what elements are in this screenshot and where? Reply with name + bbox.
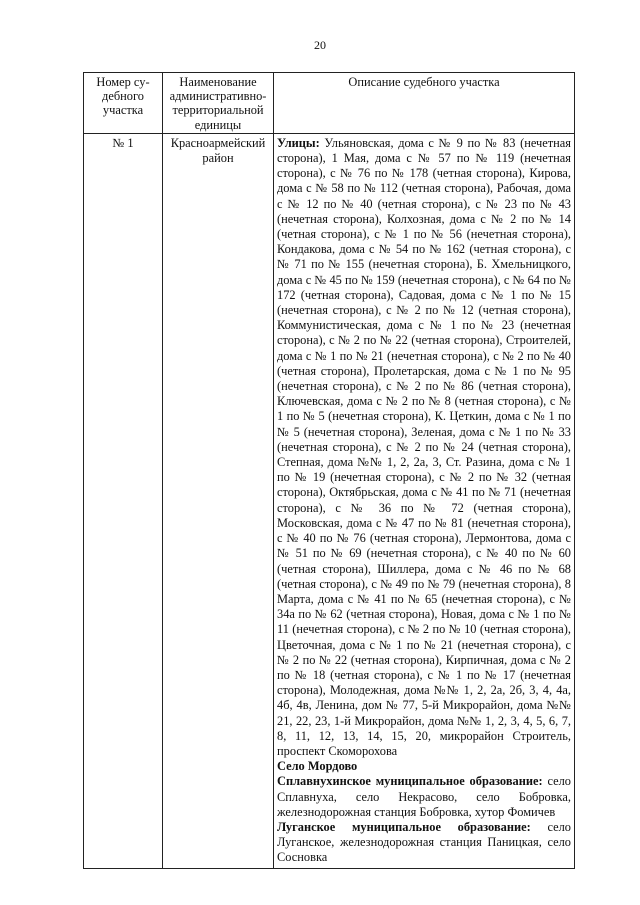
header-description: Описание судебного участка <box>274 73 575 134</box>
streets-text: Ульяновская, дома с № 9 по № 83 (нечетная сторона), 1 Мая, дома с № 57 по № 119 (нечетная сторона), с № 76 по № 178 (четная сторона), Кирова, дома с № 58 по № 112 (четная сторона), Рабочая, дома с № 12 по № 40 (четная сторона), с № 23 по № 43 (нечетная сторона), Колхозная, дома с № 2 по № 14 (четная сторона), с № 1 по № 56 (нечетная сторона), Кондакова, дома с № 54 по № 162 (четная сторона), с № 71 по № 155 (нечетная сторона), Б. Хмельницкого, дома с № 45 по № 159 (нечетная сторона), с № 64 по № 172 (четная сторона), Садовая, дома с № 1 по № 15 (нечетная сторона), с № 2 по № 12 (четная сторона), Коммунистическая, дома с № 1 по № 23 (нечетная сторона), с № 2 по № 22 (четная сторона), Строителей, дома с № 1 по № 21 (нечетная сторона), с № 2 по № 40 (четная сторона), Пролетарская, дома с № 1 по № 95 (нечетная сторона), с № 2 по № 86 (четная сторона), Ключевская, дома с № 2 по № 8 (четная сторона), с № 1 по № 5 (нечетная сторона), К. Цеткин, дома с № 1 по № 5 (нечетная сторона), Зеленая, дома с № 1 по № 33 (нечетная сторона), с № 2 по № 24 (четная сторона), Степная, дома №№ 1, 2, 2а, 3, Ст. Разина, дома с № 1 по № 19 (нечетная сторона), с № 2 по № 32 (четная сторона), Октябрьская, дома с № 41 по № 71 (нечетная сторона), с № 36 по № 72 (четная сторона), Московская, дома с № 47 по № 81 (нечетная сторона), с № 40 по № 76 (четная сторона), Лермонтова, дома с № 51 по № 69 (нечетная сторона), с № 40 по № 60 (четная сторона), Шиллера, дома с № 46 по № 68 (четная сторона), с № 49 по № 79 (нечетная сторона), 8 Марта, дома с № 41 по № 65 (нечетная сторона), с № 34а по № 62 (четная сторона), Новая, дома с № 1 по № 11 (нечетная сторона), с № 2 по № 10 (четная сторона), Цветочная, дома с № 1 по № 21 (нечетная сторона), с № 2 по № 22 (четная сторона), Кирпичная, дома с № 2 по № 18 (четная сторона), с № 1 по № 17 (нечетная сторона), Молодежная, дома №№ 1, 2, 2а, 2б, 3, 4, 4а, 4б, 4в, Ленина, дом № 77, 5-й Микрорайон, дома №№ 21, 22, 23, 1-й Микрорайон, дома №№ 1, 2, 3, 4, 5, 6, 7, 8, 11, 12, 13, 14, 15, 20, микрорайон Строитель, проспект Скоморохова <box>277 135 571 758</box>
district-number: № 1 <box>84 133 163 868</box>
lugansk-text: село Луганское, железнодорожная станция Паницкая, село Сосновка <box>277 819 571 865</box>
lugansk-paragraph <box>277 820 571 866</box>
table-header-row <box>84 73 575 134</box>
lugansk-label: Луганское муниципальное образование: <box>277 819 531 834</box>
page-number: 20 <box>314 38 326 52</box>
admin-unit-name: Красноармейский район <box>163 133 274 868</box>
village-line: Село Мордово <box>277 759 358 774</box>
streets-paragraph <box>277 136 571 759</box>
splavnukha-text: село Сплавнуха, село Некрасово, село Бобровка, железнодорожная станция Бобровка, хутор Фомичев <box>277 774 571 819</box>
header-admin-unit: Наименование административно-территориальной единицы <box>163 73 274 134</box>
streets-label: Улицы: <box>277 135 320 150</box>
district-table <box>83 72 575 869</box>
table-row <box>84 133 575 868</box>
district-description <box>274 133 575 868</box>
splavnukha-label: Сплавнухинское муниципальное образование: <box>277 774 543 789</box>
header-district-number: Номер су-дебного участка <box>84 73 163 134</box>
splavnukha-paragraph <box>277 774 571 820</box>
